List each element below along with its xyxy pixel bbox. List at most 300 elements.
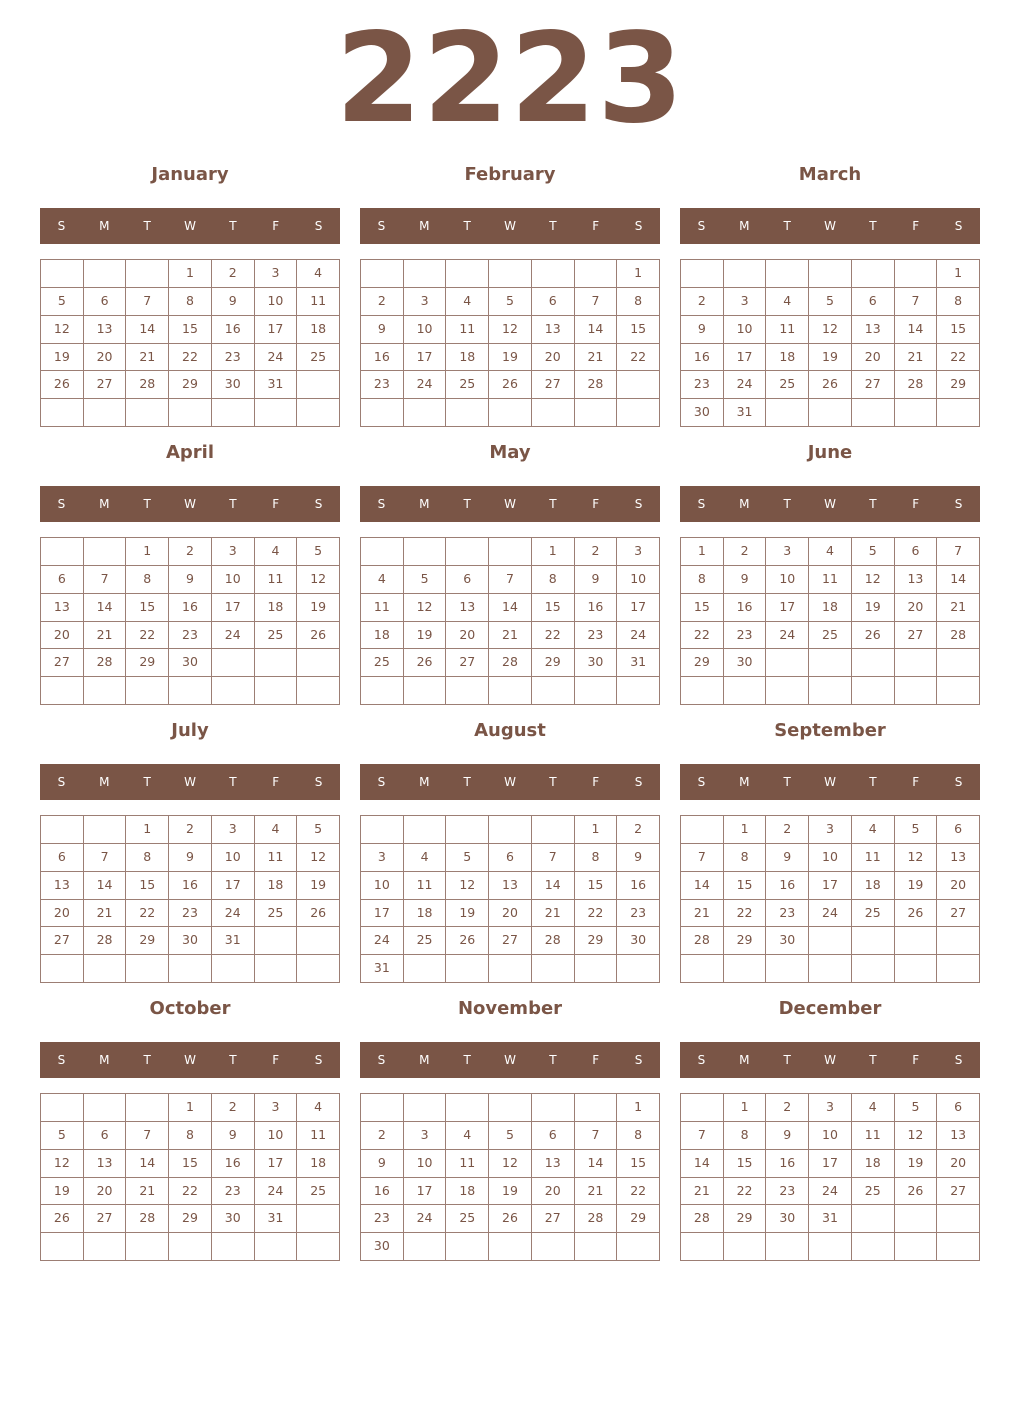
day-cell: 19 (297, 872, 340, 900)
day-cell: 15 (681, 594, 724, 622)
day-cell: 26 (895, 900, 938, 928)
day-cell: 15 (724, 872, 767, 900)
empty-day-cell (895, 399, 938, 427)
day-grid (360, 259, 660, 427)
empty-day-cell (84, 1094, 127, 1122)
day-cell: 1 (126, 538, 169, 566)
weekday-label: M (419, 1053, 430, 1067)
day-cell: 20 (446, 622, 489, 650)
empty-day-cell (297, 649, 340, 677)
empty-day-cell (681, 955, 724, 983)
day-cell: 23 (361, 371, 404, 399)
weekday-label: W (824, 219, 836, 233)
day-cell: 25 (255, 900, 298, 928)
weekday-label: M (99, 775, 110, 789)
day-cell: 10 (404, 1150, 447, 1178)
weekday-header (680, 1042, 980, 1078)
day-cell: 4 (361, 566, 404, 594)
day-cell: 3 (212, 816, 255, 844)
empty-day-cell (766, 260, 809, 288)
day-cell: 23 (681, 371, 724, 399)
day-cell: 9 (212, 1122, 255, 1150)
day-cell: 15 (126, 872, 169, 900)
month-name: February (464, 164, 556, 185)
day-cell: 30 (724, 649, 767, 677)
day-cell: 14 (937, 566, 980, 594)
day-cell: 22 (681, 622, 724, 650)
empty-day-cell (724, 1233, 767, 1261)
day-cell: 28 (126, 371, 169, 399)
weekday-header (680, 486, 980, 522)
weekday-label: W (824, 775, 836, 789)
day-cell: 4 (255, 538, 298, 566)
empty-day-cell (255, 955, 298, 983)
day-cell: 6 (41, 844, 84, 872)
day-cell: 29 (617, 1205, 660, 1233)
day-cell: 2 (575, 538, 618, 566)
day-cell: 5 (297, 816, 340, 844)
day-cell: 11 (809, 566, 852, 594)
day-cell: 22 (126, 622, 169, 650)
day-cell: 16 (361, 344, 404, 372)
day-cell: 5 (404, 566, 447, 594)
empty-day-cell (852, 1205, 895, 1233)
weekday-label: M (99, 1053, 110, 1067)
day-cell: 3 (361, 844, 404, 872)
day-grid (360, 815, 660, 983)
weekday-label: F (272, 775, 280, 789)
day-cell: 24 (766, 622, 809, 650)
day-cell: 24 (809, 1178, 852, 1206)
weekday-label: T (549, 1053, 557, 1067)
empty-day-cell (809, 399, 852, 427)
empty-day-cell (212, 1233, 255, 1261)
day-cell: 30 (575, 649, 618, 677)
day-cell: 1 (169, 260, 212, 288)
empty-day-cell (84, 260, 127, 288)
empty-day-cell (255, 649, 298, 677)
empty-day-cell (681, 260, 724, 288)
day-cell: 5 (41, 1122, 84, 1150)
day-cell: 23 (361, 1205, 404, 1233)
day-cell: 25 (446, 371, 489, 399)
day-cell: 13 (41, 872, 84, 900)
weekday-label: W (504, 775, 516, 789)
day-cell: 18 (255, 594, 298, 622)
day-cell: 19 (852, 594, 895, 622)
day-cell: 24 (617, 622, 660, 650)
day-cell: 29 (937, 371, 980, 399)
day-cell: 7 (126, 288, 169, 316)
day-cell: 28 (126, 1205, 169, 1233)
day-cell: 4 (852, 1094, 895, 1122)
day-cell: 21 (126, 1178, 169, 1206)
empty-day-cell (84, 1233, 127, 1261)
empty-day-cell (575, 1094, 618, 1122)
day-cell: 21 (84, 900, 127, 928)
empty-day-cell (84, 816, 127, 844)
day-grid (680, 259, 980, 427)
day-cell: 28 (489, 649, 532, 677)
weekday-label: S (954, 497, 963, 511)
empty-day-cell (361, 399, 404, 427)
weekday-label: T (143, 1053, 151, 1067)
day-cell: 26 (489, 371, 532, 399)
day-cell: 10 (404, 316, 447, 344)
day-cell: 9 (212, 288, 255, 316)
empty-day-cell (446, 260, 489, 288)
day-cell: 3 (617, 538, 660, 566)
weekday-label: M (419, 219, 430, 233)
day-cell: 21 (575, 344, 618, 372)
day-cell: 1 (937, 260, 980, 288)
day-cell: 24 (404, 1205, 447, 1233)
day-cell: 23 (617, 900, 660, 928)
day-cell: 10 (212, 566, 255, 594)
empty-day-cell (41, 399, 84, 427)
day-cell: 22 (724, 900, 767, 928)
day-cell: 25 (809, 622, 852, 650)
day-cell: 27 (532, 371, 575, 399)
day-cell: 26 (297, 900, 340, 928)
day-cell: 25 (852, 1178, 895, 1206)
day-cell: 20 (84, 1178, 127, 1206)
empty-day-cell (41, 955, 84, 983)
empty-day-cell (297, 1233, 340, 1261)
empty-day-cell (404, 538, 447, 566)
day-cell: 8 (617, 1122, 660, 1150)
empty-day-cell (361, 677, 404, 705)
day-cell: 1 (617, 260, 660, 288)
day-grid (360, 1093, 660, 1261)
day-cell: 28 (937, 622, 980, 650)
day-cell: 22 (126, 900, 169, 928)
day-cell: 22 (617, 344, 660, 372)
weekday-label: S (954, 219, 963, 233)
day-cell: 4 (297, 260, 340, 288)
day-cell: 17 (809, 872, 852, 900)
day-cell: 2 (169, 538, 212, 566)
weekday-label: S (377, 775, 386, 789)
empty-day-cell (617, 371, 660, 399)
weekday-label: W (504, 1053, 516, 1067)
day-grid (680, 815, 980, 983)
weekday-header (680, 208, 980, 244)
day-cell: 30 (361, 1233, 404, 1261)
day-cell: 17 (809, 1150, 852, 1178)
day-cell: 20 (532, 1178, 575, 1206)
day-cell: 26 (446, 927, 489, 955)
empty-day-cell (809, 649, 852, 677)
day-cell: 11 (297, 1122, 340, 1150)
day-cell: 21 (126, 344, 169, 372)
day-cell: 27 (895, 622, 938, 650)
weekday-header (40, 1042, 340, 1078)
empty-day-cell (809, 955, 852, 983)
day-cell: 1 (681, 538, 724, 566)
empty-day-cell (169, 677, 212, 705)
empty-day-cell (724, 260, 767, 288)
day-cell: 14 (84, 594, 127, 622)
day-cell: 3 (766, 538, 809, 566)
weekday-label: S (57, 497, 66, 511)
empty-day-cell (489, 1233, 532, 1261)
weekday-label: T (869, 219, 877, 233)
day-cell: 15 (575, 872, 618, 900)
weekday-label: F (912, 1053, 920, 1067)
day-cell: 9 (169, 566, 212, 594)
day-cell: 24 (809, 900, 852, 928)
day-cell: 20 (84, 344, 127, 372)
weekday-label: T (463, 219, 471, 233)
weekday-label: S (57, 219, 66, 233)
empty-day-cell (361, 1094, 404, 1122)
day-cell: 25 (255, 622, 298, 650)
empty-day-cell (489, 260, 532, 288)
empty-day-cell (681, 816, 724, 844)
day-cell: 26 (895, 1178, 938, 1206)
day-cell: 29 (681, 649, 724, 677)
day-cell: 20 (937, 1150, 980, 1178)
empty-day-cell (41, 1094, 84, 1122)
empty-day-cell (404, 955, 447, 983)
weekday-label: S (697, 1053, 706, 1067)
day-cell: 13 (852, 316, 895, 344)
weekday-label: T (869, 497, 877, 511)
day-cell: 11 (446, 1150, 489, 1178)
empty-day-cell (404, 677, 447, 705)
day-cell: 10 (809, 1122, 852, 1150)
day-cell: 31 (255, 1205, 298, 1233)
day-cell: 30 (212, 1205, 255, 1233)
empty-day-cell (681, 1094, 724, 1122)
weekday-label: M (99, 219, 110, 233)
day-cell: 10 (617, 566, 660, 594)
empty-day-cell (852, 1233, 895, 1261)
day-cell: 7 (575, 288, 618, 316)
weekday-label: S (57, 775, 66, 789)
day-cell: 1 (532, 538, 575, 566)
empty-day-cell (895, 677, 938, 705)
empty-day-cell (681, 677, 724, 705)
day-cell: 2 (724, 538, 767, 566)
weekday-label: T (463, 1053, 471, 1067)
day-cell: 24 (724, 371, 767, 399)
day-cell: 16 (212, 316, 255, 344)
day-cell: 13 (895, 566, 938, 594)
weekday-label: T (229, 775, 237, 789)
empty-day-cell (446, 1233, 489, 1261)
weekday-label: T (783, 219, 791, 233)
day-cell: 31 (212, 927, 255, 955)
day-cell: 11 (297, 288, 340, 316)
empty-day-cell (489, 677, 532, 705)
empty-day-cell (575, 399, 618, 427)
weekday-header (360, 208, 660, 244)
day-cell: 13 (41, 594, 84, 622)
day-cell: 1 (575, 816, 618, 844)
day-cell: 11 (446, 316, 489, 344)
day-cell: 3 (255, 260, 298, 288)
weekday-label: S (314, 1053, 323, 1067)
day-cell: 3 (212, 538, 255, 566)
day-cell: 8 (724, 844, 767, 872)
empty-day-cell (532, 260, 575, 288)
day-cell: 18 (766, 344, 809, 372)
weekday-label: T (143, 497, 151, 511)
day-cell: 17 (212, 594, 255, 622)
weekday-label: T (143, 219, 151, 233)
day-cell: 22 (937, 344, 980, 372)
month-name: January (151, 164, 229, 185)
empty-day-cell (297, 955, 340, 983)
day-cell: 29 (724, 927, 767, 955)
empty-day-cell (766, 399, 809, 427)
day-cell: 16 (681, 344, 724, 372)
day-cell: 18 (852, 872, 895, 900)
weekday-header (40, 208, 340, 244)
empty-day-cell (84, 538, 127, 566)
empty-day-cell (852, 399, 895, 427)
day-cell: 5 (489, 288, 532, 316)
day-cell: 19 (446, 900, 489, 928)
day-cell: 9 (724, 566, 767, 594)
weekday-label: F (592, 219, 600, 233)
day-cell: 16 (766, 1150, 809, 1178)
day-cell: 11 (766, 316, 809, 344)
empty-day-cell (766, 955, 809, 983)
day-cell: 31 (255, 371, 298, 399)
empty-day-cell (852, 260, 895, 288)
weekday-label: F (592, 1053, 600, 1067)
weekday-label: W (504, 219, 516, 233)
day-cell: 31 (617, 649, 660, 677)
day-cell: 15 (126, 594, 169, 622)
weekday-label: F (592, 775, 600, 789)
weekday-label: S (377, 1053, 386, 1067)
day-cell: 9 (169, 844, 212, 872)
weekday-label: W (184, 1053, 196, 1067)
day-cell: 28 (84, 927, 127, 955)
empty-day-cell (297, 1205, 340, 1233)
day-cell: 30 (681, 399, 724, 427)
weekday-label: T (869, 1053, 877, 1067)
day-cell: 14 (532, 872, 575, 900)
day-cell: 11 (255, 844, 298, 872)
empty-day-cell (937, 955, 980, 983)
day-cell: 19 (41, 344, 84, 372)
day-cell: 29 (532, 649, 575, 677)
day-cell: 6 (532, 288, 575, 316)
day-cell: 16 (169, 872, 212, 900)
day-cell: 10 (255, 288, 298, 316)
day-cell: 1 (169, 1094, 212, 1122)
day-cell: 25 (297, 344, 340, 372)
day-cell: 12 (489, 316, 532, 344)
day-grid (40, 259, 340, 427)
empty-day-cell (937, 927, 980, 955)
day-cell: 15 (169, 316, 212, 344)
empty-day-cell (766, 1233, 809, 1261)
weekday-header (360, 1042, 660, 1078)
day-cell: 14 (126, 1150, 169, 1178)
day-cell: 12 (809, 316, 852, 344)
empty-day-cell (212, 649, 255, 677)
day-cell: 8 (724, 1122, 767, 1150)
empty-day-cell (617, 955, 660, 983)
day-cell: 4 (766, 288, 809, 316)
day-cell: 2 (361, 1122, 404, 1150)
day-cell: 15 (617, 316, 660, 344)
day-cell: 25 (766, 371, 809, 399)
empty-day-cell (575, 260, 618, 288)
empty-day-cell (532, 677, 575, 705)
day-cell: 26 (41, 371, 84, 399)
day-cell: 18 (446, 344, 489, 372)
day-cell: 9 (681, 316, 724, 344)
weekday-label: T (463, 497, 471, 511)
weekday-label: W (824, 1053, 836, 1067)
weekday-label: S (377, 497, 386, 511)
day-cell: 5 (489, 1122, 532, 1150)
day-cell: 21 (681, 900, 724, 928)
empty-day-cell (532, 955, 575, 983)
day-cell: 26 (809, 371, 852, 399)
weekday-label: M (739, 497, 750, 511)
day-cell: 25 (446, 1205, 489, 1233)
empty-day-cell (617, 677, 660, 705)
day-cell: 29 (126, 649, 169, 677)
day-cell: 12 (895, 844, 938, 872)
empty-day-cell (575, 1233, 618, 1261)
empty-day-cell (404, 399, 447, 427)
day-cell: 7 (937, 538, 980, 566)
weekday-label: T (229, 497, 237, 511)
empty-day-cell (297, 927, 340, 955)
day-cell: 16 (169, 594, 212, 622)
day-cell: 21 (895, 344, 938, 372)
day-cell: 2 (361, 288, 404, 316)
day-cell: 23 (169, 900, 212, 928)
day-cell: 8 (681, 566, 724, 594)
empty-day-cell (126, 955, 169, 983)
day-grid (680, 537, 980, 705)
empty-day-cell (404, 816, 447, 844)
day-cell: 1 (126, 816, 169, 844)
day-cell: 30 (617, 927, 660, 955)
weekday-label: F (912, 775, 920, 789)
empty-day-cell (446, 677, 489, 705)
day-cell: 21 (84, 622, 127, 650)
empty-day-cell (937, 1233, 980, 1261)
empty-day-cell (255, 399, 298, 427)
day-cell: 11 (852, 1122, 895, 1150)
weekday-label: S (314, 497, 323, 511)
day-cell: 6 (489, 844, 532, 872)
day-cell: 26 (297, 622, 340, 650)
weekday-header (360, 486, 660, 522)
empty-day-cell (937, 649, 980, 677)
empty-day-cell (41, 538, 84, 566)
empty-day-cell (212, 677, 255, 705)
day-cell: 31 (361, 955, 404, 983)
day-cell: 4 (446, 288, 489, 316)
day-cell: 5 (895, 816, 938, 844)
day-cell: 22 (532, 622, 575, 650)
empty-day-cell (126, 399, 169, 427)
day-cell: 28 (532, 927, 575, 955)
day-cell: 16 (766, 872, 809, 900)
